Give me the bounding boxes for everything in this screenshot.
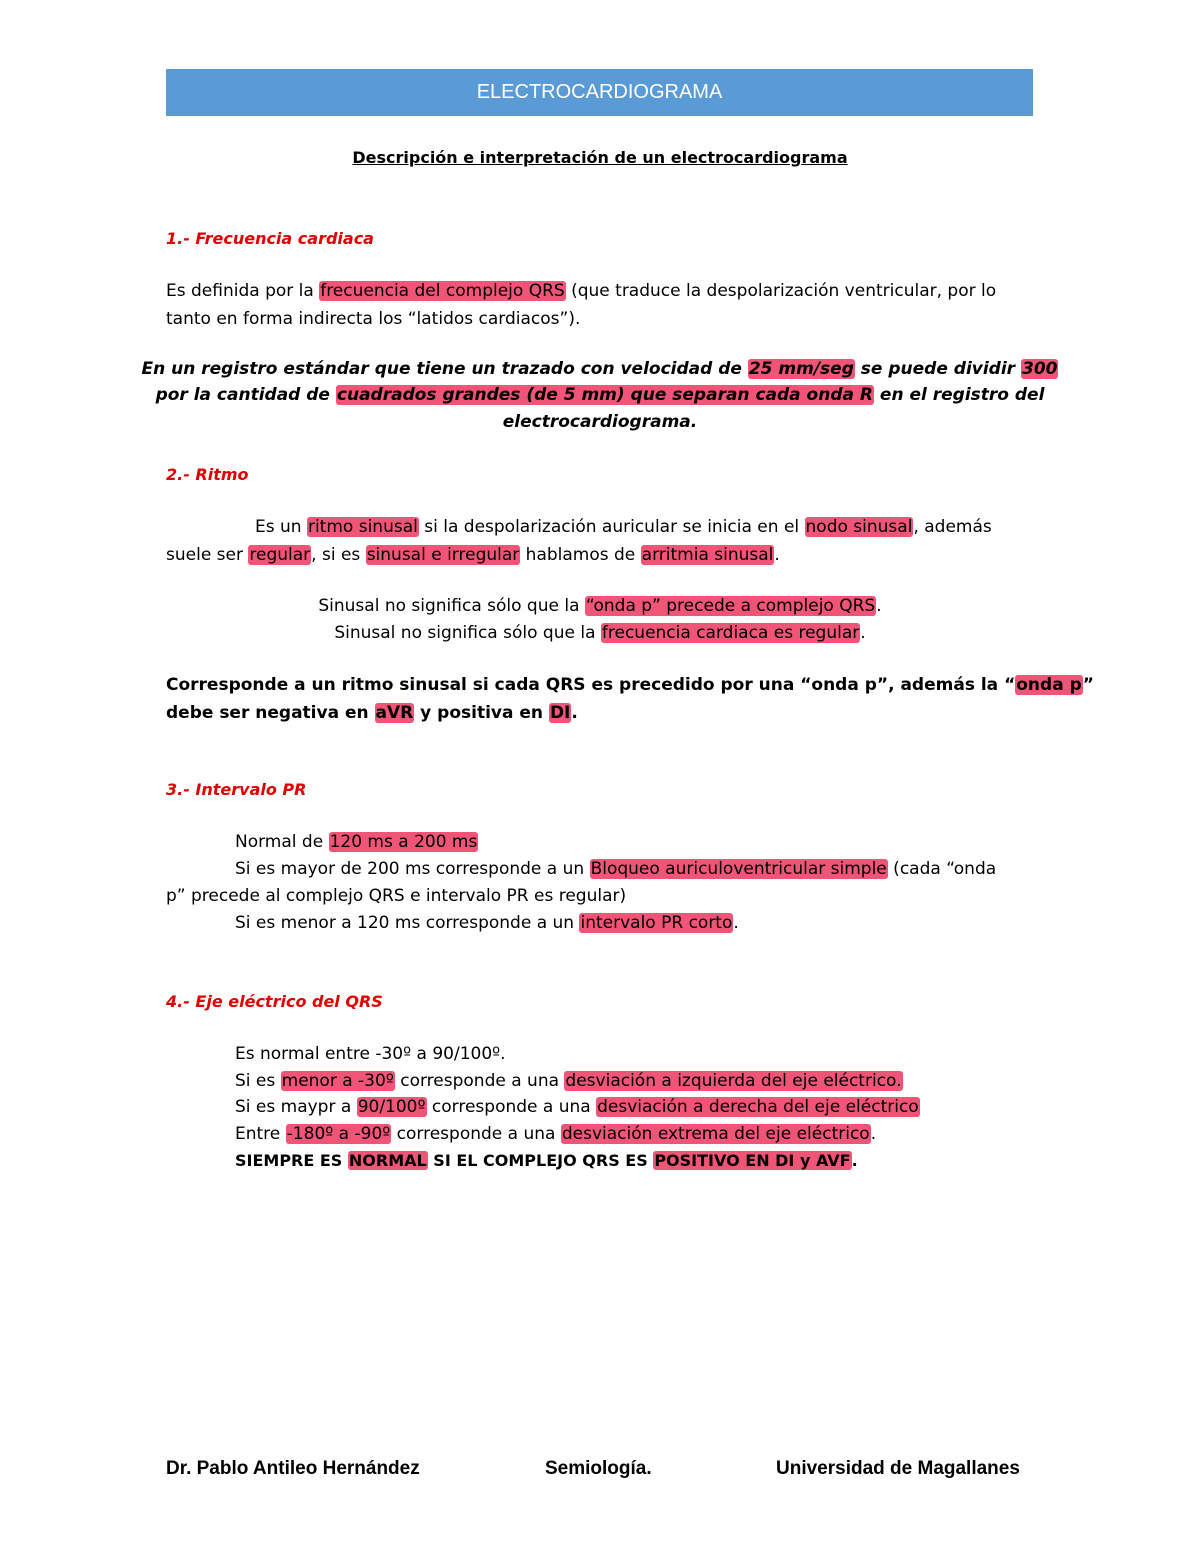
text-run: SIEMPRE ES xyxy=(235,1151,348,1170)
footer-author: Dr. Pablo Antileo Hernández xyxy=(166,1458,420,1479)
section-4-line-5 xyxy=(235,1151,858,1170)
highlight: desviación a derecha del eje eléctrico xyxy=(597,1097,919,1117)
highlight: 90/100º xyxy=(357,1097,426,1117)
highlight: menor a -30º xyxy=(281,1071,394,1091)
highlight: 25 mm/seg xyxy=(748,359,854,379)
section-2-note-2 xyxy=(0,623,1200,643)
text-run: Si es maypr a xyxy=(235,1097,357,1117)
text-run: Es definida por la xyxy=(166,281,320,301)
highlight: -180º a -90º xyxy=(286,1124,391,1144)
footer-course: Semiología. xyxy=(545,1458,652,1479)
section-4-line-1: Es normal entre -30º a 90/100º. xyxy=(235,1044,506,1064)
text-run: . xyxy=(571,703,578,723)
highlight: 300 xyxy=(1021,359,1058,379)
highlight: onda p xyxy=(1016,675,1082,695)
highlight: NORMAL xyxy=(348,1151,427,1170)
highlight: desviación extrema del eje eléctrico xyxy=(561,1124,870,1144)
text-run: se puede dividir xyxy=(854,359,1021,379)
highlight: 120 ms a 200 ms xyxy=(329,832,478,852)
highlight: frecuencia cardiaca es regular xyxy=(601,623,860,643)
section-4-line-3 xyxy=(235,1097,920,1117)
highlight: aVR xyxy=(375,703,414,723)
text-run: corresponde a una xyxy=(391,1124,561,1144)
section-1-paragraph-line-2: tanto en forma indirecta los “latidos cardiacos”). xyxy=(166,309,581,329)
section-3-line-1 xyxy=(235,832,478,852)
footer-university: Universidad de Magallanes xyxy=(776,1458,1020,1479)
text-run: Es un xyxy=(255,517,307,537)
section-1-emphasis-line-3: electrocardiograma. xyxy=(502,412,698,432)
text-run: Entre xyxy=(235,1124,286,1144)
section-4-heading: 4.- Eje eléctrico del QRS xyxy=(166,992,383,1011)
document-title-banner xyxy=(166,69,1033,116)
section-1-paragraph-line-1 xyxy=(166,281,996,301)
text-run: Si es xyxy=(235,1071,281,1091)
section-4-line-2 xyxy=(235,1071,903,1091)
text-run: Si es menor a 120 ms corresponde a un xyxy=(235,913,580,933)
section-1-emphasis-line-2 xyxy=(0,385,1200,405)
document-subtitle: Descripción e interpretación de un electrocardiograma xyxy=(352,148,848,167)
text-run: . xyxy=(870,1124,877,1144)
text-run: debe ser negativa en xyxy=(166,703,375,723)
highlight: nodo sinusal xyxy=(805,517,913,537)
section-3-line-3: p” precede al complejo QRS e intervalo PR es regular) xyxy=(166,886,627,906)
section-3-line-4 xyxy=(235,913,739,933)
text-run: por la cantidad de xyxy=(155,385,336,405)
highlight: desviación a izquierda del eje eléctrico. xyxy=(565,1071,902,1091)
text-run: hablamos de xyxy=(520,545,641,565)
text-run: . xyxy=(774,545,780,565)
text-run: Sinusal no significa sólo que la xyxy=(334,623,601,643)
text-run: Corresponde a un ritmo sinusal si cada QRS es precedido por una “onda p”, además la “ xyxy=(166,675,1016,695)
highlight: Bloqueo auriculoventricular simple xyxy=(590,859,887,879)
section-2-paragraph-line-2 xyxy=(166,545,780,565)
section-2-note-1 xyxy=(0,596,1200,616)
highlight: DI xyxy=(549,703,571,723)
text-run: Sinusal no significa sólo que la xyxy=(318,596,585,616)
section-3-line-2 xyxy=(235,859,996,879)
text-run: En un registro estándar que tiene un trazado con velocidad de xyxy=(141,359,748,379)
highlight: regular xyxy=(249,545,311,565)
text-run: suele ser xyxy=(166,545,249,565)
highlight: ritmo sinusal xyxy=(307,517,418,537)
text-run: , si es xyxy=(311,545,366,565)
text-run: corresponde a una xyxy=(426,1097,597,1117)
highlight: “onda p” precede a complejo QRS xyxy=(585,596,876,616)
text-run: SI EL COMPLEJO QRS ES xyxy=(427,1151,654,1170)
highlight: frecuencia del complejo QRS xyxy=(320,281,565,301)
text-run: corresponde a una xyxy=(394,1071,565,1091)
text-run: en el registro del xyxy=(874,385,1045,405)
section-1-emphasis-line-1 xyxy=(0,359,1200,379)
text-run: . xyxy=(860,623,866,643)
highlight: sinusal e irregular xyxy=(366,545,520,565)
text-run: Si es mayor de 200 ms corresponde a un xyxy=(235,859,590,879)
highlight: arritmia sinusal xyxy=(641,545,774,565)
section-1-heading: 1.- Frecuencia cardiaca xyxy=(166,229,374,248)
text-run: , además xyxy=(913,517,992,537)
section-2-paragraph-line-1 xyxy=(255,517,992,537)
highlight: intervalo PR corto xyxy=(580,913,733,933)
document-title: ELECTROCARDIOGRAMA xyxy=(476,81,723,103)
text-run: (que traduce la despolarización ventricular, por lo xyxy=(565,281,997,301)
section-2-bold-line-2 xyxy=(166,703,578,723)
text-run: ” xyxy=(1082,675,1094,695)
text-run: . xyxy=(876,596,882,616)
section-3-heading: 3.- Intervalo PR xyxy=(166,780,307,799)
text-run: (cada “onda xyxy=(887,859,997,879)
highlight: cuadrados grandes (de 5 mm) que separan cada onda R xyxy=(336,385,873,405)
text-run: Normal de xyxy=(235,832,329,852)
text-run: . xyxy=(733,913,739,933)
section-2-heading: 2.- Ritmo xyxy=(166,465,249,484)
text-run: si la despolarización auricular se inicia en el xyxy=(418,517,805,537)
section-4-line-4 xyxy=(235,1124,876,1144)
text-run: . xyxy=(851,1151,858,1170)
text-run: y positiva en xyxy=(414,703,549,723)
highlight: POSITIVO EN DI y AVF xyxy=(654,1151,851,1170)
section-2-bold-line-1 xyxy=(166,675,1094,695)
